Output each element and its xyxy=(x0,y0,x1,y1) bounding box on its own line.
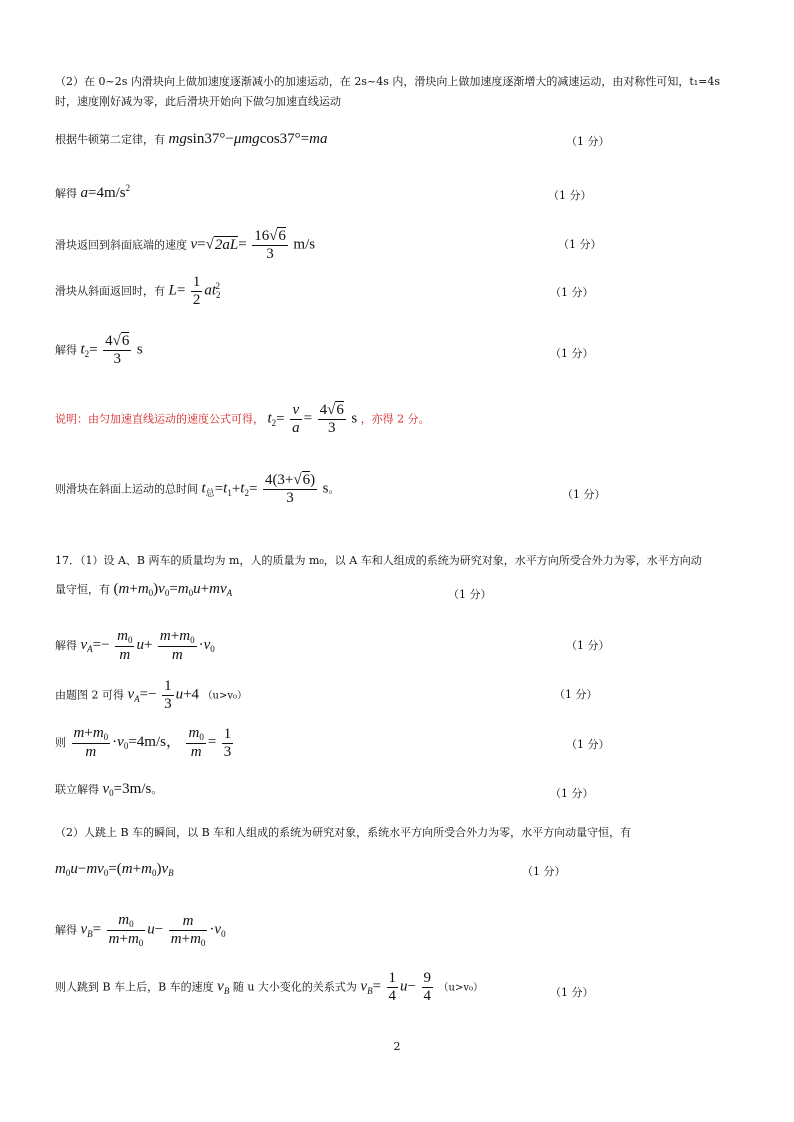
newton-prefix: 根据牛顿第二定律，有 xyxy=(55,133,165,146)
final-line: 则人跳到 B 车上后，B 车的速度 $v_B$ 随 u 大小变化的关系式为 $v_B=$ $\frac{1}{4}$ u− $\frac{9}{4}$ （u>v₀） xyxy=(55,970,483,1004)
page-number: 2 xyxy=(393,1040,401,1053)
score-graph: （1 分） xyxy=(554,688,598,701)
score-q17-momentum: （1 分） xyxy=(448,588,492,601)
solve-a-line: 解得 $a=4m/s^2$ xyxy=(55,183,131,201)
newton-law-line: 根据牛顿第二定律，有 mgsin37°−μmgcos37°=ma xyxy=(55,131,328,147)
score-final: （1 分） xyxy=(550,986,594,999)
total-time-line: 则滑块在斜面上运动的总时间 $t_总=t_1+t_2=$ $\frac{4(3+√6)}{3}$ s。 xyxy=(55,472,340,506)
score-return-speed: （1 分） xyxy=(558,238,602,251)
score-then: （1 分） xyxy=(566,738,610,751)
return-speed-line: 滑块返回到斜面底端的速度 v=√2aL= $\frac{16√6}{3}$ m/s xyxy=(55,228,316,262)
part2-intro-line2: 时，速度刚好减为零，此后滑块开始向下做匀加速直线运动 xyxy=(55,95,341,108)
q17-part2-line: （2）人跳上 B 车的瞬间，以 B 车和人组成的系统为研究对象，系统水平方向所受合外力为零，水平方向动量守恒，有 xyxy=(55,826,632,839)
combine-line: 联立解得 $v_0=3m/s$。 xyxy=(55,781,163,798)
score-total-time: （1 分） xyxy=(562,488,606,501)
score-newton: （1 分） xyxy=(566,135,610,148)
score-va: （1 分） xyxy=(566,639,610,652)
solve-va-line: 解得 $v_A=-$ $\frac{m_0}{m}$ u+ $\frac{m+m_0}{m}$ $\cdot v_0$ xyxy=(55,628,215,663)
newton-equation: mg xyxy=(168,131,187,147)
score-return-time: （1 分） xyxy=(550,286,594,299)
then-line: 则 $\frac{m+m_0}{m}$ $\cdot v_0=4m/s$， $\frac{m_0}{m}$ = $\frac{1}{3}$ xyxy=(55,725,232,760)
return-time-line: 滑块从斜面返回时，有 L= $\frac{1}{2}$ $at_2^2$ xyxy=(55,274,221,308)
note-line: 说明：由匀加速直线运动的速度公式可得， $t_2=$ $\frac{v}{a}$ = $\frac{4√6}{3}$ s ，亦得 2 分。 xyxy=(55,402,430,436)
q17-line1: 17．（1）设 A、B 两车的质量均为 m，人的质量为 m₀，以 A 车和人组成的系统为研究对象，水平方向所受合外力为零，水平方向动 xyxy=(55,554,702,567)
score-part2-momentum: （1 分） xyxy=(522,865,566,878)
score-combine: （1 分） xyxy=(550,787,594,800)
q17-momentum-line: 量守恒，有 $(m+m_0)v_0=m_0u+mv_A$ xyxy=(55,581,233,598)
graph-line: 由题图 2 可得 $v_A=-$ $\frac{1}{3}$ u+4 （u>v₀） xyxy=(55,678,248,712)
solve-vb-line: 解得 $v_B=$ $\frac{m_0}{m+m_0}$ u− $\frac{m}{m+m_0}$ $\cdot v_0$ xyxy=(55,912,226,948)
solve-t2-line: 解得 $t_2=$ $\frac{4√6}{3}$ s xyxy=(55,333,143,367)
part2-intro-line1: （2）在 0~2s 内滑块向上做加速度逐渐减小的加速运动，在 2s~4s 内，滑块向上做加速度逐渐增大的减速运动，由对称性可知，t₁=4s xyxy=(55,75,721,88)
score-a: （1 分） xyxy=(548,189,592,202)
score-t2: （1 分） xyxy=(550,347,594,360)
part2-momentum-line: $m_0u-mv_0=(m+m_0)v_B$ xyxy=(55,861,174,878)
